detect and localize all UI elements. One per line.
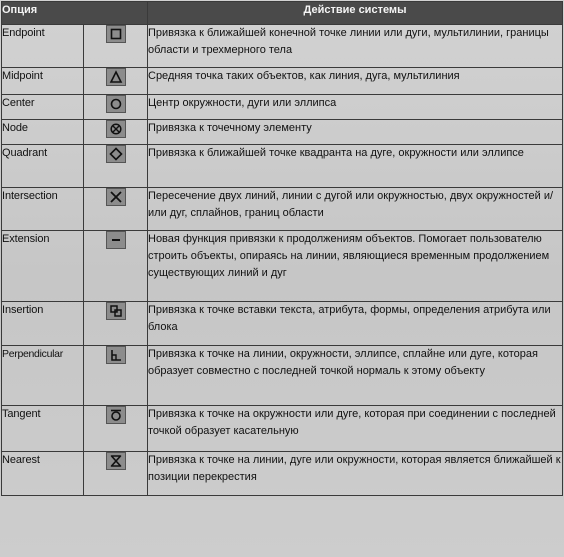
table-row [2, 231, 563, 302]
option-name: Midpoint [2, 68, 84, 95]
option-name: Node [2, 120, 84, 145]
header-option: Опция [2, 2, 148, 25]
option-name: Center [2, 95, 84, 120]
row-description: Новая функция привязки к продолжениям объектов. Помогает пользователю строить объекты, опираясь на линии, являющиеся временным продолжением существующих линий и дуг [148, 231, 563, 302]
node-circle-x-icon [106, 120, 126, 138]
object-snap-table [1, 1, 563, 496]
row-description: Привязка к точечному элементу [148, 120, 563, 145]
table-row [2, 95, 563, 120]
intersection-x-icon [106, 188, 126, 206]
option-name: Insertion [2, 302, 84, 346]
extension-dash-icon [106, 231, 126, 249]
row-description: Привязка к точке на линии, дуге или окружности, которая является ближайшей к позиции перекрестия [148, 452, 563, 496]
row-description: Привязка к ближайшей конечной точке линии или дуги, мультилинии, границы области и трехмерного тела [148, 25, 563, 68]
insertion-squares-icon [106, 302, 126, 320]
endpoint-square-icon [106, 25, 126, 43]
table-row [2, 145, 563, 188]
quadrant-diamond-icon [106, 145, 126, 163]
row-description: Пересечение двух линий, линии с дугой или окружностью, двух окружностей и/или дуг, сплайнов, границ области [148, 188, 563, 231]
table-row [2, 452, 563, 496]
tangent-circle-icon [106, 406, 126, 424]
row-description: Привязка к точке на линии, окружности, эллипсе, сплайне или дуге, которая образует совместно с последней точкой нормаль к этому объекту [148, 346, 563, 406]
table-row [2, 406, 563, 452]
table-row [2, 346, 563, 406]
header-action: Действие системы [148, 2, 563, 25]
row-description: Привязка к точке вставки текста, атрибута, формы, определения атрибута или блока [148, 302, 563, 346]
perpendicular-icon [106, 346, 126, 364]
option-name: Perpendicular [2, 346, 84, 406]
option-name: Intersection [2, 188, 84, 231]
option-name: Tangent [2, 406, 84, 452]
row-description: Привязка к ближайшей точке квадранта на дуге, окружности или эллипсе [148, 145, 563, 188]
row-description: Привязка к точке на окружности или дуге, которая при соединении с последней точкой образует касательную [148, 406, 563, 452]
midpoint-triangle-icon [106, 68, 126, 86]
nearest-hourglass-icon [106, 452, 126, 470]
option-name: Quadrant [2, 145, 84, 188]
table-header-row [2, 2, 563, 25]
table-row [2, 25, 563, 68]
row-description: Центр окружности, дуги или эллипса [148, 95, 563, 120]
option-name: Nearest [2, 452, 84, 496]
table-row [2, 120, 563, 145]
row-description: Средняя точка таких объектов, как линия, дуга, мультилиния [148, 68, 563, 95]
center-circle-icon [106, 95, 126, 113]
table-row [2, 188, 563, 231]
table-row [2, 68, 563, 95]
table-row [2, 302, 563, 346]
option-name: Endpoint [2, 25, 84, 68]
option-name: Extension [2, 231, 84, 302]
